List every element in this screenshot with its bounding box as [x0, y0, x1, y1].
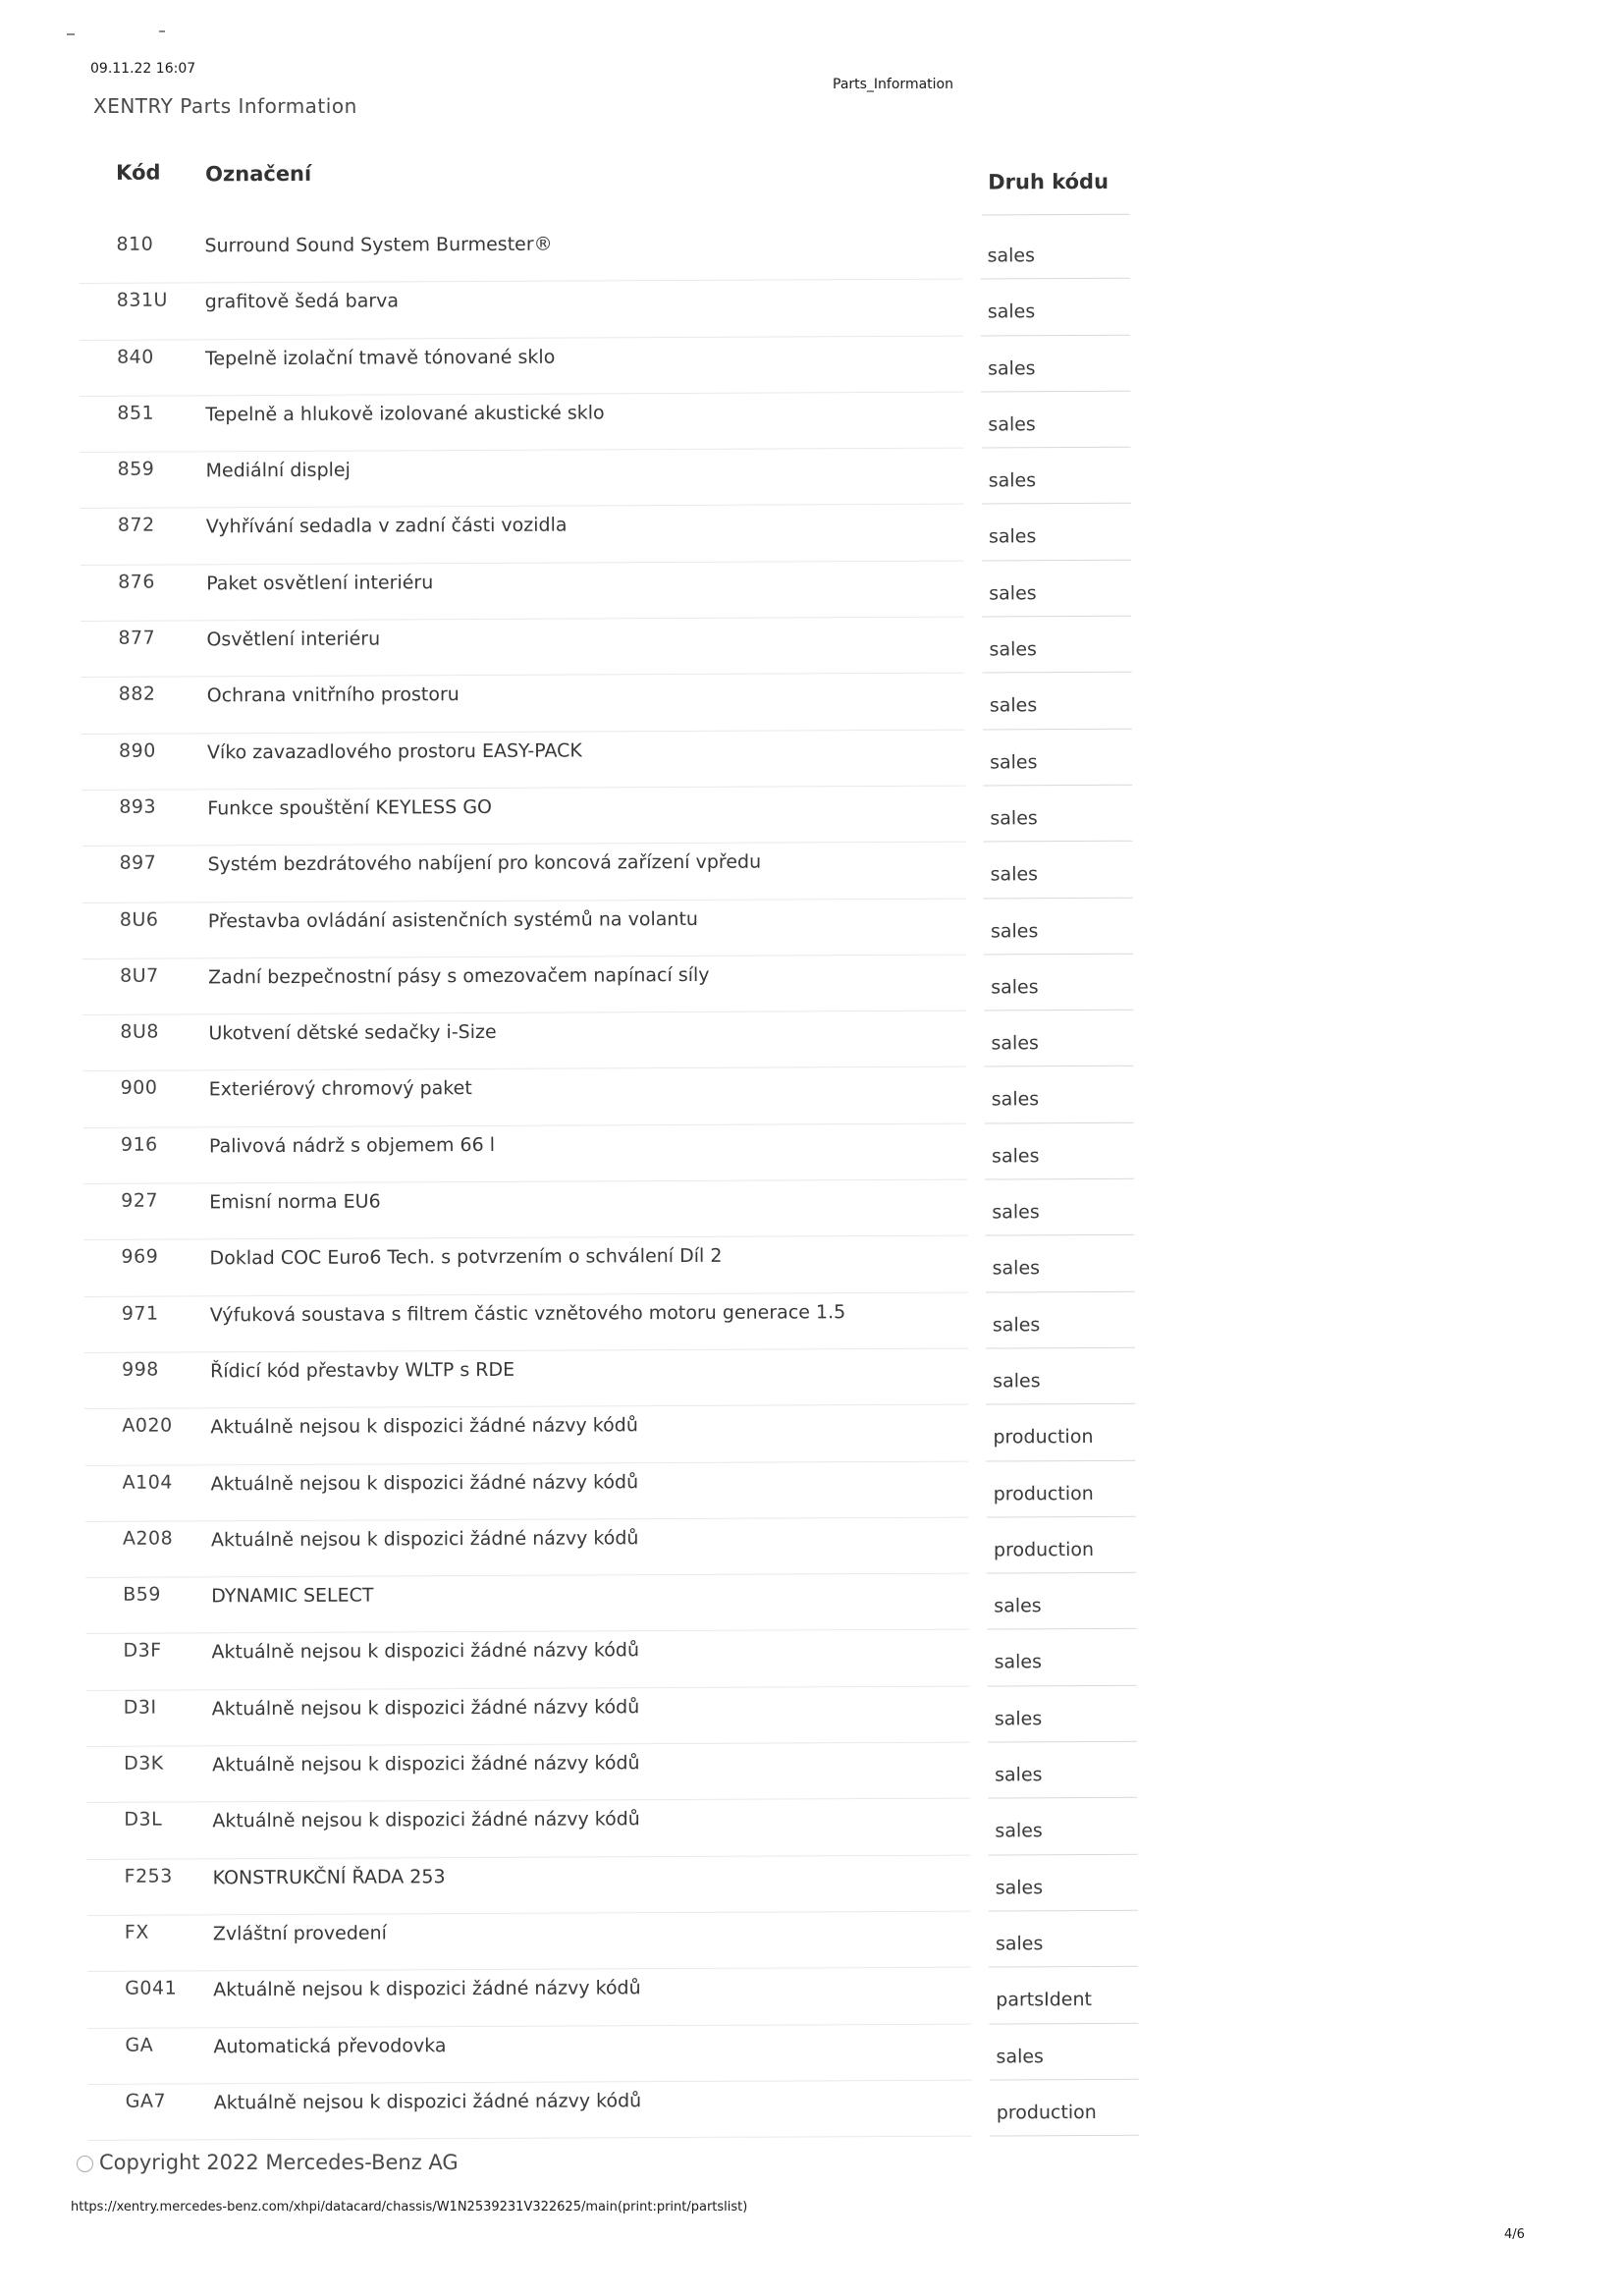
designation-cell: KONSTRUKČNÍ ŘADA 253: [212, 1865, 446, 1888]
code-type-cell: sales: [988, 413, 1036, 436]
code-cell: A104: [122, 1471, 173, 1494]
table-row: [84, 1348, 1135, 1410]
code-type-cell: production: [993, 1426, 1094, 1449]
code-type-cell: sales: [987, 301, 1036, 323]
code-cell: 872: [117, 515, 155, 537]
code-type-cell: sales: [995, 1933, 1044, 1955]
code-cell: GA7: [125, 2090, 167, 2112]
code-type-cell: sales: [994, 1595, 1042, 1617]
table-row: [84, 1291, 1135, 1353]
designation-cell: grafitově šedá barva: [204, 290, 400, 313]
code-type-cell: sales: [989, 638, 1037, 661]
designation-cell: Aktuálně nejsou k dispozici žádné názvy kódů: [212, 1808, 640, 1832]
table-row: [81, 448, 1131, 510]
code-type-cell: sales: [995, 1820, 1043, 1842]
table-row: [86, 1742, 1137, 1804]
designation-cell: Přestavba ovládání asistenčních systémů na volantu: [207, 907, 698, 932]
table-row: [87, 2023, 1138, 2085]
designation-cell: Ukotvení dětské sedačky i-Size: [208, 1021, 497, 1045]
code-type-cell: sales: [990, 919, 1039, 943]
code-cell: D3L: [124, 1808, 163, 1831]
designation-cell: Aktuálně nejsou k dispozici žádné názvy kódů: [210, 1527, 639, 1552]
code-cell: 882: [118, 683, 156, 706]
code-cell: 8U8: [120, 1020, 160, 1043]
designation-cell: Automatická převodovka: [213, 2034, 447, 2057]
code-cell: B59: [123, 1583, 161, 1606]
table-row: [81, 504, 1131, 566]
code-type-cell: sales: [989, 582, 1037, 605]
code-type-cell: sales: [995, 1876, 1044, 1899]
divider: [990, 2135, 1139, 2137]
table-row: [81, 842, 1132, 903]
designation-cell: Exteriérový chromový paket: [208, 1077, 472, 1101]
table-row: [83, 1066, 1134, 1128]
designation-cell: Vyhřívání sedadla v zadní části vozidla: [205, 515, 568, 538]
code-cell: D3F: [123, 1640, 162, 1663]
table-row: [83, 1179, 1134, 1241]
print-timestamp: 09.11.22 16:07: [90, 61, 196, 77]
table-row: [80, 392, 1130, 454]
code-cell: A020: [122, 1414, 173, 1438]
code-type-cell: sales: [988, 525, 1037, 548]
code-type-cell: sales: [990, 807, 1038, 830]
code-type-cell: sales: [992, 1257, 1041, 1280]
table-row: [83, 1235, 1134, 1297]
designation-cell: Aktuálně nejsou k dispozici žádné názvy kódů: [211, 1695, 640, 1721]
table-row: [79, 223, 1129, 285]
code-type-cell: production: [996, 2101, 1097, 2124]
code-cell: A208: [122, 1527, 174, 1550]
designation-cell: Víko zavazadlového prostoru EASY-PACK: [206, 739, 582, 764]
code-cell: G041: [125, 1977, 178, 1999]
table-row: [84, 1404, 1135, 1466]
table-row: [80, 279, 1130, 341]
code-type-cell: sales: [991, 1144, 1040, 1168]
page-number: 4/6: [1504, 2227, 1525, 2242]
code-type-cell: production: [993, 1482, 1094, 1504]
code-cell: GA: [125, 2034, 154, 2056]
designation-cell: DYNAMIC SELECT: [211, 1584, 374, 1608]
code-type-cell: sales: [991, 1088, 1040, 1111]
code-type-cell: sales: [992, 1201, 1040, 1224]
table-row: [81, 673, 1132, 735]
code-type-cell: sales: [990, 863, 1039, 886]
column-header-code: Kód: [116, 160, 161, 185]
document-name: Parts_Information: [833, 77, 953, 92]
copyright-text: Copyright 2022 Mercedes-Benz AG: [99, 2151, 459, 2174]
designation-cell: Mediální displej: [205, 459, 351, 482]
table-row: [88, 2080, 1139, 2142]
table-row: [86, 1685, 1137, 1747]
designation-cell: Zvláštní provedení: [212, 1922, 387, 1945]
code-cell: 859: [117, 458, 155, 480]
code-cell: 969: [121, 1245, 159, 1269]
designation-cell: Zadní bezpečnostní pásy s omezovačem napínací síly: [208, 963, 710, 989]
designation-cell: Systém bezdrátového nabíjení pro koncová zařízení vpředu: [207, 850, 762, 876]
code-type-cell: sales: [990, 750, 1038, 774]
table-row: [87, 1911, 1138, 1973]
designation-cell: Aktuálně nejsou k dispozici žádné názvy kódů: [213, 2090, 642, 2114]
table-row: [85, 1573, 1136, 1635]
code-type-cell: production: [993, 1538, 1095, 1561]
table-row: [86, 1798, 1137, 1860]
table-row: [85, 1517, 1136, 1579]
code-cell: F253: [124, 1865, 173, 1887]
code-type-cell: sales: [994, 1651, 1043, 1673]
code-cell: 916: [120, 1133, 158, 1156]
code-type-cell: sales: [994, 1707, 1043, 1730]
code-cell: 897: [119, 851, 157, 875]
code-cell: 840: [116, 346, 154, 368]
copyright-icon: [77, 2156, 93, 2172]
code-cell: 8U6: [119, 908, 159, 931]
designation-cell: Aktuálně nejsou k dispozici žádné názvy kódů: [210, 1414, 638, 1439]
designation-cell: Aktuálně nejsou k dispozici žádné názvy kódů: [211, 1752, 640, 1777]
code-type-cell: sales: [989, 694, 1038, 717]
column-header-designation: Označení: [205, 161, 312, 187]
page-title: XENTRY Parts Information: [93, 94, 357, 118]
table-body: [79, 223, 1139, 2141]
code-type-cell: sales: [987, 245, 1036, 267]
parts-table: [79, 142, 1139, 2141]
code-cell: D3K: [123, 1752, 164, 1775]
table-row: [82, 898, 1133, 959]
designation-cell: Ochrana vnitřního prostoru: [206, 683, 460, 707]
code-cell: 998: [122, 1358, 159, 1381]
table-row: [87, 1854, 1138, 1916]
designation-cell: Tepelně izolační tmavě tónované sklo: [204, 346, 556, 369]
designation-cell: Aktuálně nejsou k dispozici žádné názvy kódů: [213, 1977, 641, 2001]
designation-cell: Výfuková soustava s filtrem částic vznětového motoru generace 1.5: [209, 1300, 846, 1327]
table-row: [83, 1123, 1134, 1185]
designation-cell: Řídicí kód přestavby WLTP s RDE: [210, 1358, 515, 1383]
code-cell: 900: [120, 1077, 158, 1100]
table-row: [81, 729, 1132, 791]
table-header: [79, 142, 1129, 228]
table-row: [81, 617, 1131, 679]
code-cell: D3I: [123, 1696, 157, 1719]
code-cell: 893: [119, 795, 157, 818]
code-cell: 877: [118, 627, 156, 649]
code-type-cell: sales: [995, 1764, 1043, 1786]
code-cell: 971: [121, 1302, 159, 1325]
code-type-cell: sales: [988, 356, 1036, 380]
divider: [982, 214, 1129, 216]
table-row: [80, 335, 1130, 397]
table-row: [85, 1629, 1136, 1691]
designation-cell: Funkce spouštění KEYLESS GO: [207, 795, 493, 820]
table-row: [81, 786, 1132, 847]
designation-cell: Doklad COC Euro6 Tech. s potvrzením o schválení Díl 2: [209, 1245, 723, 1270]
code-cell: FX: [124, 1921, 149, 1943]
divider: [88, 2136, 972, 2141]
copyright-notice: [77, 2151, 459, 2174]
designation-cell: Paket osvětlení interiéru: [206, 572, 434, 595]
code-cell: 8U7: [120, 964, 159, 987]
code-type-cell: partsIdent: [996, 1989, 1093, 2011]
code-cell: 927: [121, 1189, 159, 1212]
code-type-cell: sales: [991, 976, 1039, 999]
table-row: [82, 955, 1133, 1016]
code-cell: 890: [118, 739, 156, 762]
table-row: [81, 561, 1131, 623]
code-type-cell: sales: [991, 1032, 1039, 1055]
code-cell: 851: [117, 402, 155, 424]
designation-cell: Surround Sound System Burmester®: [204, 233, 553, 257]
code-type-cell: sales: [996, 2045, 1044, 2067]
designation-cell: Aktuálně nejsou k dispozici žádné názvy kódů: [211, 1639, 640, 1664]
table-row: [85, 1460, 1136, 1522]
code-cell: 831U: [116, 289, 168, 312]
designation-cell: Emisní norma EU6: [209, 1190, 381, 1214]
code-cell: 810: [116, 233, 154, 255]
column-header-code-type: Druh kódu: [988, 169, 1110, 194]
code-cell: 876: [118, 571, 155, 593]
table-row: [82, 1011, 1133, 1072]
code-type-cell: sales: [988, 469, 1037, 492]
table-row: [87, 1967, 1138, 2029]
designation-cell: Palivová nádrž s objemem 66 l: [208, 1133, 496, 1158]
code-type-cell: sales: [992, 1313, 1041, 1337]
page-url: https://xentry.mercedes-benz.com/xhpi/datacard/chassis/W1N2539231V322625/main(print:print/partslist): [71, 2200, 748, 2214]
designation-cell: Aktuálně nejsou k dispozici žádné názvy kódů: [210, 1470, 639, 1495]
code-type-cell: sales: [993, 1370, 1041, 1393]
designation-cell: Osvětlení interiéru: [206, 628, 381, 651]
scan-mark: [159, 30, 165, 32]
scan-mark: [67, 33, 75, 35]
designation-cell: Tepelně a hlukově izolované akustické sklo: [205, 402, 605, 426]
